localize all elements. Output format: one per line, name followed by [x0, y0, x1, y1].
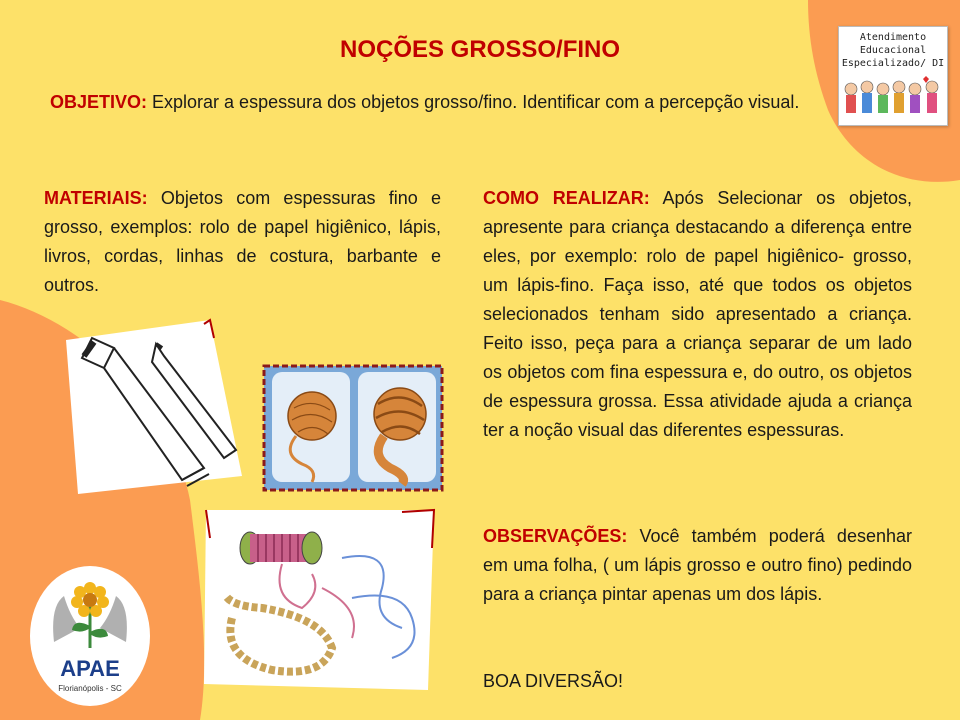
how-to-section	[483, 184, 912, 445]
materials-label: MATERIAIS:	[44, 188, 148, 208]
badge-line-1: Atendimento	[859, 32, 927, 43]
badge-line-3: Especializado/ DI	[841, 58, 945, 69]
objective-label: OBJETIVO:	[50, 92, 148, 112]
apae-logo	[30, 566, 150, 706]
badge-line-2: Educacional	[859, 45, 927, 56]
observations-label: OBSERVAÇÕES:	[483, 526, 628, 546]
thin-yarn-ball	[288, 392, 336, 440]
how-to-text: Após Selecionar os objetos, apresente para criança destacando a diferença entre eles, por exemplo: rolo de papel higiênico- grosso, um lápis-fino. Faça isso, até que todos os objetos selecionados tenham sido apresentado a criança. Feito isso, peça para a criança separar de um lado os objetos com fina espessura e, do outro, os objetos de espessura grossa. Essa atividade ajuda a criança ter a noção visual das diferentes espessuras.	[483, 188, 912, 440]
objective-section	[50, 88, 810, 117]
badge-title	[839, 31, 947, 70]
apae-logo-city: Florianópolis - SC	[58, 684, 122, 693]
pencils-image	[64, 318, 244, 494]
objective-text: Explorar a espessura dos objetos grosso/fino. Identificar com a percepção visual.	[147, 92, 800, 112]
materials-text: Objetos com espessuras fino e grosso, exemplos: rolo de papel higiênico, lápis, livros, cordas, linhas de costura, barbante e outros.	[44, 188, 441, 295]
badge-card	[838, 26, 948, 126]
how-to-label: COMO REALIZAR:	[483, 188, 650, 208]
materials-section	[44, 184, 441, 300]
children-illustration	[839, 75, 947, 125]
closing-text: BOA DIVERSÃO!	[483, 671, 624, 691]
page-title: NOÇÕES GROSSO/FINO	[339, 36, 621, 63]
yarn-balls-image	[262, 364, 444, 492]
threads-ropes-image	[202, 508, 436, 692]
observations-section	[483, 522, 912, 609]
observations-text: Você também poderá desenhar em uma folha, ( um lápis grosso e outro fino) pedindo para a criança pintar apenas um dos lápis.	[483, 526, 912, 604]
thread-spool	[240, 532, 322, 564]
apae-logo-name: APAE	[60, 656, 120, 681]
sunflower-hands-icon	[30, 566, 150, 658]
